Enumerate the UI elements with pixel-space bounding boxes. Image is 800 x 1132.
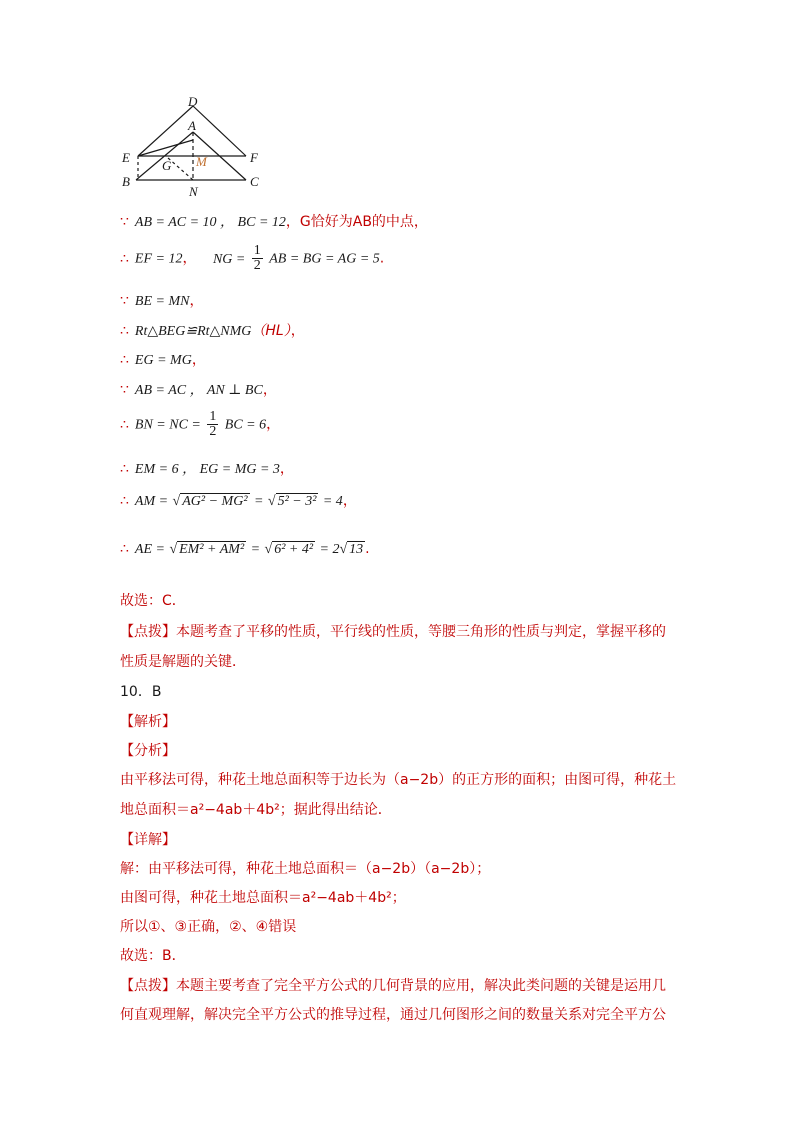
label-G: G — [162, 158, 172, 173]
xiangjie-heading: 【详解】 — [120, 832, 176, 848]
math-expression: NG = — [212, 251, 246, 267]
therefore-symbol: ∴ — [120, 541, 129, 557]
math-expression: AB = BG = AG = 5 — [269, 251, 380, 267]
solution-line-9: ∴ AM = √ AG² − MG² = √ 5² − 3² = 4， — [120, 493, 357, 509]
math-expression: = 2 — [319, 542, 340, 557]
question-10-number: 10．B — [120, 684, 162, 700]
fenxi-text-1: 由平移法可得，种花土地总面积等于边长为（a−2b）的正方形的面积；由图可得，种花土 — [120, 772, 677, 788]
label-E: E — [122, 150, 130, 165]
answer-b: 故选：B． — [120, 948, 186, 964]
math-expression: EF = 12 — [134, 251, 183, 267]
segment-GN — [168, 158, 193, 180]
solution-line-3 — [120, 290, 203, 310]
sqrt-expression: 13 — [349, 542, 364, 557]
fenxi-text-2: 地总面积＝a²−4ab＋4b²；据此得出结论． — [120, 802, 392, 818]
math-expression: AB = AC = 10 ， BC = 12 — [134, 215, 286, 230]
sqrt-expression: 6² + 4² — [274, 542, 314, 557]
answer-c: 故选：C． — [120, 593, 186, 609]
because-symbol: ∵ — [120, 382, 129, 398]
fraction: $\frac{1}{2}$ — [209, 409, 217, 439]
label-A: A — [188, 118, 196, 133]
math-expression: BE = MN — [134, 294, 190, 309]
comment-10-line-2: 何直观理解，解决完全平方公式的推导过程，通过几何图形之间的数量关系对完全平方公 — [120, 1007, 666, 1023]
solution-line-8 — [120, 458, 294, 478]
sqrt-expression: AG² − MG² — [182, 494, 248, 509]
therefore-symbol: ∴ — [120, 416, 129, 433]
label-B: B — [122, 174, 130, 189]
segment-DF — [193, 106, 246, 156]
solution-line-5 — [120, 349, 206, 369]
statement-text: ，G恰好为AB的中点， — [285, 214, 428, 230]
end-punct: ， — [191, 352, 206, 368]
jiexi-heading: 【解析】 — [120, 714, 176, 730]
math-expression: = 4 — [322, 494, 343, 509]
therefore-symbol: ∴ — [120, 250, 129, 267]
solution-line-2 — [120, 244, 384, 273]
end-punct: ， — [342, 493, 357, 509]
jie-line-2: 由图可得，种花土地总面积＝a²−4ab＋4b²； — [120, 890, 406, 906]
because-symbol: ∵ — [120, 293, 129, 309]
solution-line-4 — [120, 320, 305, 340]
therefore-symbol: ∴ — [120, 461, 129, 477]
end-punct: ， — [262, 382, 277, 398]
therefore-symbol: ∴ — [120, 352, 129, 368]
solution-line-7 — [120, 410, 280, 439]
comment-line-2: 性质是解题的关键． — [120, 654, 246, 670]
therefore-symbol: ∴ — [120, 493, 129, 509]
label-M: M — [196, 154, 207, 169]
solution-line-1 — [120, 211, 428, 231]
math-expression: Rt△BEG≌Rt△NMG — [134, 324, 252, 339]
jie-line-3: 所以①、③正确，②、④错误 — [120, 919, 297, 935]
equals: = — [250, 542, 261, 557]
math-expression: BC = 6 — [224, 417, 267, 433]
because-symbol: ∵ — [120, 214, 129, 230]
fraction: $\frac{1}{2}$ — [253, 243, 261, 273]
label-C: C — [250, 174, 259, 189]
label-N: N — [189, 184, 198, 199]
separator: ， — [182, 250, 197, 267]
end-punct: ， — [290, 323, 305, 339]
therefore-symbol: ∴ — [120, 323, 129, 339]
solution-line-6 — [120, 379, 277, 399]
label-F: F — [250, 150, 258, 165]
end-punct: . — [379, 250, 385, 267]
label-D: D — [188, 96, 198, 109]
comment-10-line-1: 【点拨】本题主要考查了完全平方公式的几何背景的应用，解决此类问题的关键是运用几 — [120, 978, 666, 994]
theorem-tag: （HL） — [251, 323, 291, 339]
math-expression: EM = 6 ， EG = MG = 3 — [134, 462, 280, 477]
jie-line-1: 解：由平移法可得，种花土地总面积＝（a−2b）（a−2b）； — [120, 861, 491, 877]
end-punct: . — [365, 541, 370, 557]
end-punct: ， — [266, 416, 281, 433]
sqrt-expression: 5² − 3² — [277, 494, 317, 509]
solution-line-10: ∴ AE = √ EM² + AM² = √ 6² + 4² = 2√ 13 . — [120, 541, 370, 557]
math-expression: EG = MG — [134, 353, 192, 368]
math-expression: AE = — [134, 542, 165, 557]
equals: = — [253, 494, 264, 509]
math-expression: AM = — [134, 494, 169, 509]
geometry-figure — [118, 96, 268, 200]
end-punct: ， — [279, 461, 294, 477]
sqrt-expression: EM² + AM² — [179, 542, 245, 557]
math-expression: AB = AC ， AN ⊥ BC — [134, 383, 263, 398]
end-punct: ， — [189, 293, 204, 309]
comment-line-1: 【点拨】本题考查了平移的性质，平行线的性质，等腰三角形的性质与判定，掌握平移的 — [120, 624, 666, 640]
fenxi-heading: 【分析】 — [120, 743, 176, 759]
math-expression: BN = NC = — [134, 417, 201, 433]
